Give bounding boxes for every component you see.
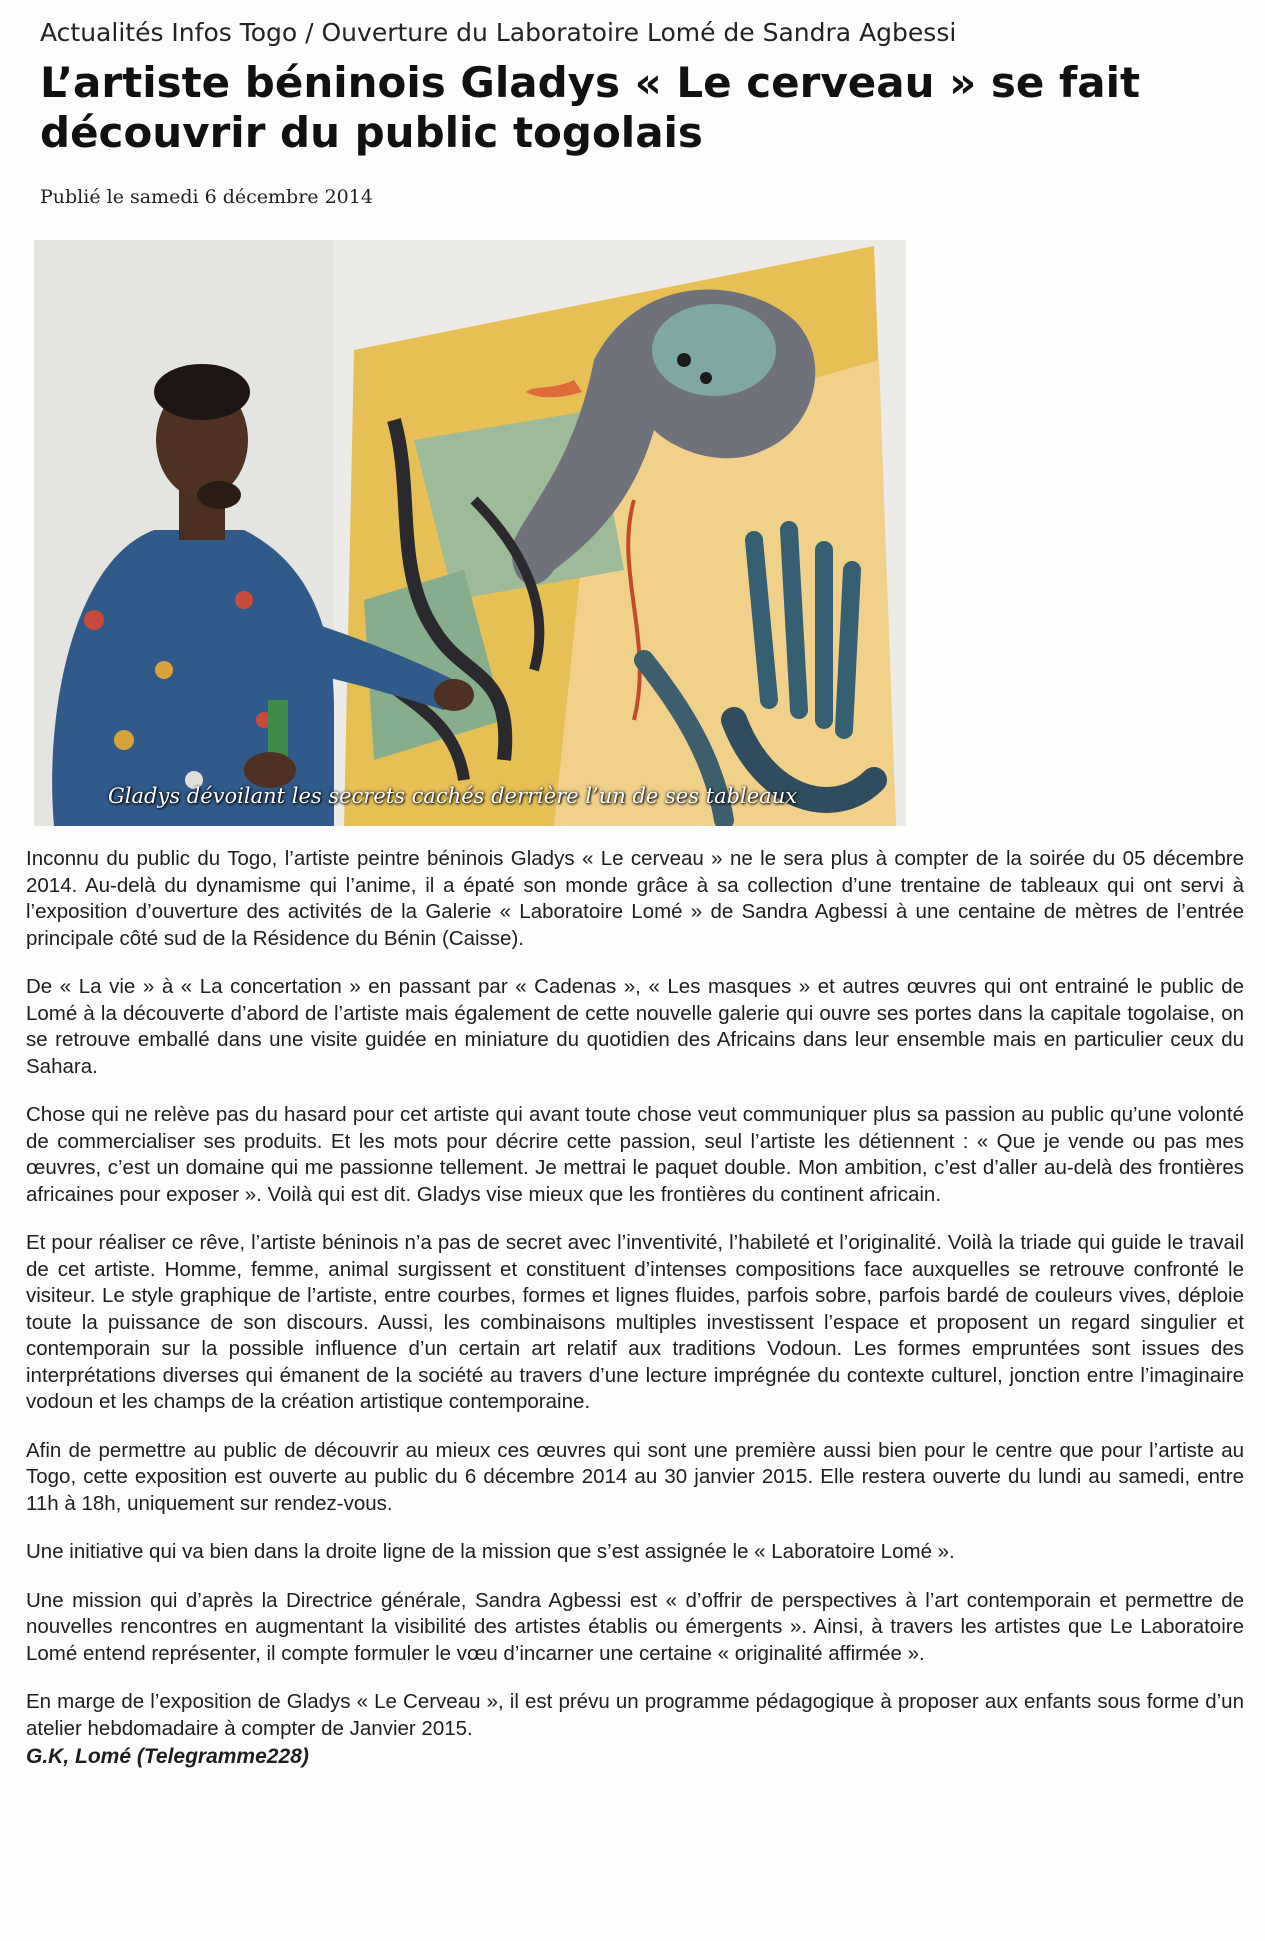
article-photo [34, 240, 906, 826]
publication-date: Publié le samedi 6 décembre 2014 [40, 186, 373, 208]
photo-caption: Gladys dévoilant les secrets cachés derrière l’un de ses tableaux [108, 784, 798, 808]
article-paragraph: Inconnu du public du Togo, l’artiste peintre béninois Gladys « Le cerveau » ne le sera plus à compter de la soirée du 05 décembre 2014. Au-delà du dynamisme qui l’anime, il a épaté son monde grâce à sa collection d’une trentaine de tableaux qui ont servi à l’exposition d’ouverture des activités de la Galerie « Laboratoire Lomé » de Sandra Agbessi à une centaine de mètres de l’entrée principale côté sud de la Résidence du Bénin (Caisse). [26, 847, 1244, 950]
article-paragraph: De « La vie » à « La concertation » en passant par « Cadenas », « Les masques » et autres œuvres qui ont entrainé le public de Lomé à la découverte d’abord de l’artiste mais également de cette nouvelle galerie qui ouvre ses portes dans la capitale togolaise, on se retrouve emballé dans une visite guidée en miniature du quotidien des Africains dans leur ensemble mais en particulier ceux du Sahara. [26, 975, 1244, 1078]
author-signature: G.K, Lomé (Telegramme228) [26, 1745, 309, 1768]
article-paragraph: En marge de l’exposition de Gladys « Le Cerveau », il est prévu un programme pédagogique à proposer aux enfants sous forme d’un atelier hebdomadaire à compter de Janvier 2015. [26, 1690, 1244, 1740]
article-title: L’artiste béninois Gladys « Le cerveau » se fait découvrir du public togolais [40, 58, 1141, 157]
article-paragraph: Une mission qui d’après la Directrice générale, Sandra Agbessi est « d’offrir de perspectives à l’art contemporain et permettre de nouvelles rencontres en augmentant la visibilité des artistes établis ou émergents ». Ainsi, à travers les artistes que Le Laboratoire Lomé entend représenter, il compte formuler le vœu d’incarner une certaine « originalité affirmée ». [26, 1588, 1244, 1665]
article-paragraph: Et pour réaliser ce rêve, l’artiste béninois n’a pas de secret avec l’inventivité, l’habileté et l’originalité. Voilà la triade qui guide le travail de cet artiste. Homme, femme, animal surgissent et constituent d’intenses compositions face auxquelles se retrouve confronté le visiteur. Le style graphique de l’artiste, entre courbes, formes et lignes fluides, parfois sobre, parfois bardé de couleurs vives, déploie toute la puissance de son discours. Aussi, les combinaisons multiples investissent l’espace et proposent un regard singulier et contemporain sur la possible influence d’un certain art relatif aux traditions Vodoun. Les formes empruntées sont issues des interprétations diverses qui émanent de la société au travers d’une lecture imprégnée du contexte culturel, jonction entre l’imaginaire vodoun et les champs de la création artistique contemporaine. [26, 1231, 1244, 1413]
breadcrumb: Actualités Infos Togo / Ouverture du Laboratoire Lomé de Sandra Agbessi [40, 18, 957, 47]
artist-with-painting-image [34, 240, 906, 826]
article-paragraph: Chose qui ne relève pas du hasard pour cet artiste qui avant toute chose veut communiquer plus sa passion au public qu’une volonté de commercialiser ses produits. Et les mots pour décrire cette passion, seul l’artiste les détiennent : « Que je vende ou pas mes œuvres, c’est un domaine qui me passionne tellement. Je mettrai le paquet double. Mon ambition, c’est d’aller au-delà des frontières africaines pour exposer ». Voilà qui est dit. Gladys vise mieux que les frontières du continent africain. [26, 1103, 1244, 1206]
article-paragraph: Afin de permettre au public de découvrir au mieux ces œuvres qui sont une première aussi bien pour le centre que pour l’artiste au Togo, cette exposition est ouverte au public du 6 décembre 2014 au 30 janvier 2015. Elle restera ouverte du lundi au samedi, entre 11h à 18h, uniquement sur rendez-vous. [26, 1438, 1244, 1515]
article-body [26, 846, 1244, 1771]
article-paragraph: Une initiative qui va bien dans la droite ligne de la mission que s’est assignée le « Laboratoire Lomé ». [26, 1540, 955, 1563]
